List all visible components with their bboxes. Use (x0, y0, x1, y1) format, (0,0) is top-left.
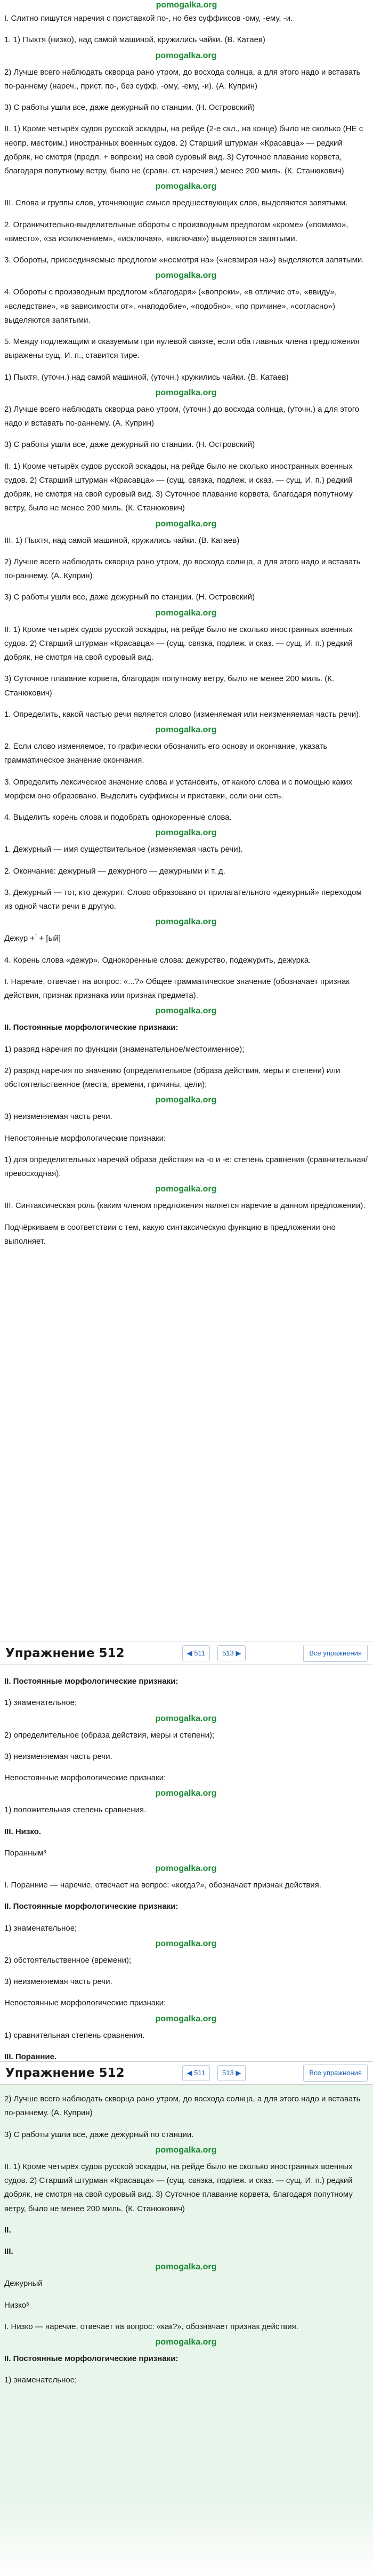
answer-paragraph: 2. Окончание: дежурный — дежурного — дежурными и т. д. (4, 866, 225, 876)
site-watermark: pomogalka.org (155, 2014, 217, 2023)
exercise-nav-bar (0, 1642, 373, 1665)
bottom-fade (0, 2501, 373, 2576)
site-watermark: pomogalka.org (155, 1095, 217, 1105)
answer-paragraph: 2) определительное (образа действия, меры и степени); (4, 1730, 215, 1740)
next-exercise-link[interactable]: 513 ▶ (217, 1645, 246, 1662)
pager (182, 1645, 246, 1662)
answer-paragraph: 1) знаменательное; (4, 1698, 77, 1708)
exercise-answer-text (4, 12, 368, 1256)
answer-paragraph: 2. Ограничительно-выделительные обороты с производным предлогом «кроме» («помимо», «вместо», «за исключением», «исключая», «включая») выделяются запятыми. (4, 220, 348, 243)
answer-paragraph: Дежур + ́ + [ый] (4, 934, 61, 943)
answer-paragraph: Непостоянные морфологические признаки: (4, 1773, 166, 1782)
answer-paragraph: 1) для определительных наречий образа действия на -о и -е: степень сравнения (сравнительная/превосходная). (4, 1155, 368, 1178)
exercise-answer-text-3 (4, 2092, 368, 2395)
answer-paragraph: 2) разряд наречия по значению (определительное (образа действия, меры и степени) или обстоятельственное (места, времени, причины, цели); (4, 1066, 340, 1089)
answer-paragraph: 3) С работы ушли все, даже дежурный по станции. (Н. Островский) (4, 440, 255, 450)
answer-paragraph: I. Низко — наречие, отвечает на вопрос: «как?», обозначает признак действия. (4, 2322, 298, 2331)
answer-paragraph: 3) неизменяемая часть речи. (4, 1112, 112, 1122)
answer-paragraph: 4. Выделить корень слова и подобрать однокоренные слова. (4, 813, 232, 822)
answer-paragraph: 3) Суточное плавание корвета, благодаря попутному ветру, было не менее 200 миль. (К. Станюкович) (4, 674, 335, 698)
answer-paragraph: I. Поранние — наречие, отвечает на вопрос: «когда?», обозначает признак действия. (4, 1881, 321, 1890)
answer-paragraph: II. 1) Кроме четырёх судов русской эскадры, на рейде было не сколько иностранных военных судов. 2) Старший штурман «Красавца» — (сущ. связка, подлеж. и сказ. — сущ. И. п.) редкий добряк, не смотря на свой суровый вид. 3) Суточное плавание корвета, благодаря попутному ветру, было не менее 200 миль. (К. Станюкович) (4, 2162, 353, 2213)
prev-number: 511 (194, 1649, 206, 1657)
answer-paragraph: 1) знаменательное; (4, 2375, 77, 2385)
answer-paragraph: 3. Дежурный — тот, кто дежурит. Слово образовано от прилагательного «дежурный» переходом из одной части речи в другую. (4, 887, 362, 911)
all-exercises-button-2[interactable]: Все упражнения (303, 2065, 368, 2082)
answer-block-3 (4, 2092, 368, 2388)
site-watermark: pomogalka.org (155, 388, 217, 397)
next-number-2: 513 (222, 2068, 234, 2077)
answer-paragraph: II. 1) Кроме четырёх судов русской эскадры, на рейде (2-е скл., на конце) было не сколько (НЕ с неопр. местоим.) иностранных военных судов. 2) Старший штурман «Красавца» — редкий добряк, не смотря (предл. + вопреки) на свой суровый вид. 3) Суточное плавание корвета, благодаря попутному ветру, было не (сравн. ст. наречия.) менее 200 миль. (К. Станюкович) (4, 124, 363, 175)
answer-paragraph: III. (4, 2247, 13, 2256)
repeated-section (0, 2061, 373, 2576)
answer-paragraph: 1. Дежурный — имя существительное (изменяемая часть речи). (4, 845, 243, 854)
answer-paragraph: III. Поранние. (4, 2052, 57, 2061)
next-exercise-link-2[interactable]: 513 ▶ (217, 2065, 246, 2082)
answer-paragraph: II. Постоянные морфологические признаки: (4, 2354, 179, 2363)
answer-paragraph: 1) сравнительная степень сравнения. (4, 2030, 145, 2040)
exercise-answer-text-2 (4, 1671, 368, 2071)
site-watermark: pomogalka.org (155, 2338, 217, 2347)
answer-paragraph: Дежурный (4, 2279, 43, 2289)
answer-paragraph: 1) положительная степень сравнения. (4, 1805, 147, 1815)
answer-paragraph: III. Низко. (4, 1827, 41, 1836)
exercise-heading: Упражнение 512 (5, 1646, 125, 1660)
answer-paragraph: II. 1) Кроме четырёх судов русской эскадры, на рейде было не сколько иностранных военных судов. 2) Старший штурман «Красавца» — (сущ. связка, подлеж. и сказ. — сущ. И. п.) редкий добряк, не смотря на свой суровый вид. (4, 625, 353, 662)
answer-paragraph: 3. Обороты, присоединяемые предлогом «несмотря на» («невзирая на») выделяются запятыми. (4, 255, 364, 265)
answer-paragraph: 4. Обороты с производным предлогом «благодаря» («вопреки», «в отличие от», «ввиду», «вследствие», «в зависимости от», «наподобие», «подобно», «по причине», «согласно») выделяются запятыми. (4, 287, 337, 325)
answer-paragraph: 2) Лучше всего наблюдать скворца рано утром, (уточн.) до восхода солнца, (уточн.) а для этого надо и вставать по-раннему. (А. Куприн) (4, 404, 360, 428)
site-watermark: pomogalka.org (155, 182, 217, 191)
site-watermark: pomogalka.org (155, 1006, 217, 1016)
site-watermark: pomogalka.org (155, 271, 217, 281)
site-watermark: pomogalka.org (155, 51, 217, 60)
site-watermark: pomogalka.org (155, 608, 217, 618)
prev-exercise-link-2[interactable]: ◀ 511 (182, 2065, 210, 2082)
answer-block-2 (4, 1675, 368, 2064)
answer-paragraph: 3) С работы ушли все, даже дежурный по станции. (Н. Островский) (4, 103, 255, 112)
next-number: 513 (222, 1649, 234, 1657)
pager-2 (182, 2065, 246, 2082)
answer-paragraph: I. Наречие, отвечает на вопрос: «...?» Общее грамматическое значение (обозначает признак действия, признак признака или признак предмета). (4, 977, 350, 1000)
answer-paragraph: 1. Определить, какой частью речи является слово (изменяемая или неизменяемая часть речи). (4, 709, 361, 719)
site-watermark: pomogalka.org (155, 519, 217, 529)
answer-paragraph: II. Постоянные морфологические признаки: (4, 1023, 179, 1033)
answer-block-1 (4, 12, 368, 1249)
answer-paragraph: 2) Лучше всего наблюдать скворца рано утром, до восхода солнца, а для этого надо и вставать по-раннему. (А. Куприн) (4, 2094, 361, 2118)
exercise-nav-bar-2 (0, 2061, 373, 2085)
answer-paragraph: III. Синтаксическая роль (каким членом предложения является наречие в данном предложении). (4, 1201, 366, 1211)
prev-exercise-link[interactable]: ◀ 511 (182, 1645, 210, 1662)
answer-paragraph: 1. 1) Пыхтя (низко), над самой машиной, кружились чайки. (В. Катаев) (4, 35, 265, 45)
answer-paragraph: II. Постоянные морфологические признаки: (4, 1902, 179, 1911)
answer-paragraph: 1) разряд наречия по функции (знаменательное/местоименное); (4, 1044, 245, 1054)
answer-paragraph: 3) С работы ушли все, даже дежурный по станции. (Н. Островский) (4, 593, 255, 602)
answer-paragraph: II. 1) Кроме четырёх судов русской эскадры, на рейде было не сколько иностранных военных судов. 2) Старший штурман «Красавца» — (сущ. связка, подлеж. и сказ. — сущ. И. п.) редкий добряк, не смотря на свой суровый вид. 3) Суточное плавание корвета, благодаря попутному ветру, было не менее 200 миль. (К. Станюкович) (4, 461, 353, 513)
answer-paragraph: 2) Лучше всего наблюдать скворца рано утром, до восхода солнца, а для этого надо и вставать по-раннему. (А. Куприн) (4, 557, 361, 580)
answer-paragraph: 2) Лучше всего наблюдать скворца рано утром, до восхода солнца, а для этого надо и вставать по-раннему (нареч., прист. по-, без суфф. -ому, -ему, -и). (А. Куприн) (4, 67, 361, 91)
site-watermark: pomogalka.org (155, 1185, 217, 1194)
answer-paragraph: 5. Между подлежащим и сказуемым при нулевой связке, если оба главных члена предложения выражены сущ. И. п., ставится тире. (4, 337, 360, 361)
answer-paragraph: II. (4, 2225, 11, 2235)
answer-paragraph: 2) обстоятельственное (времени); (4, 1955, 132, 1965)
answer-paragraph: I. Слитно пишутся наречия с приставкой по-, но без суффиксов -ому, -ему, -и. (4, 14, 293, 23)
answer-paragraph: Непостоянные морфологические признаки: (4, 1998, 166, 2008)
site-watermark: pomogalka.org (155, 1714, 217, 1723)
site-watermark: pomogalka.org (155, 2145, 217, 2155)
answer-paragraph: III. Слова и группы слов, уточняющие смысл предшествующих слов, выделяются запятыми. (4, 198, 348, 208)
answer-paragraph: 3. Определить лексическое значение слова и установить, от какого слова и с помощью каких морфем оно образовано. Выделить суффиксы и приставки, если они есть. (4, 777, 353, 801)
answer-paragraph: 4. Корень слова «дежур». Однокоренные слова: дежурство, подежурить, дежурка. (4, 955, 311, 965)
all-exercises-button[interactable]: Все упражнения (303, 1645, 368, 1662)
site-watermark: pomogalka.org (155, 1864, 217, 1873)
answer-paragraph: 1) Пыхтя, (уточн.) над самой машиной, (уточн.) кружились чайки. (В. Катаев) (4, 372, 289, 382)
site-watermark: pomogalka.org (155, 2262, 217, 2272)
answer-paragraph: III. 1) Пыхтя, над самой машиной, кружились чайки. (В. Катаев) (4, 535, 240, 545)
site-watermark: pomogalka.org (155, 917, 217, 927)
answer-paragraph: 2. Если слово изменяемое, то графически обозначить его основу и окончание, указать грамматическое значение окончания. (4, 742, 328, 765)
prev-number-2: 511 (194, 2068, 206, 2077)
site-watermark: pomogalka.org (155, 828, 217, 838)
answer-paragraph: 3) неизменяемая часть речи. (4, 1977, 112, 1986)
site-watermark: pomogalka.org (155, 1939, 217, 1948)
answer-paragraph: Подчёркиваем в соответствии с тем, какую синтаксическую функцию в предложении оно выполняет. (4, 1222, 336, 1246)
answer-paragraph: 1) знаменательное; (4, 1923, 77, 1933)
answer-paragraph: Низко³ (4, 2300, 29, 2310)
answer-paragraph: Непостоянные морфологические признаки: (4, 1133, 166, 1143)
site-watermark: pomogalka.org (156, 1, 217, 10)
exercise-heading-2: Упражнение 512 (5, 2066, 125, 2080)
site-watermark: pomogalka.org (155, 1789, 217, 1798)
site-watermark: pomogalka.org (155, 725, 217, 734)
answer-paragraph: Поранным³ (4, 1848, 46, 1858)
answer-paragraph: 3) неизменяемая часть речи. (4, 1751, 112, 1761)
answer-paragraph: II. Постоянные морфологические признаки: (4, 1677, 179, 1686)
answer-paragraph: 3) С работы ушли все, даже дежурный по станции. (4, 2130, 194, 2139)
